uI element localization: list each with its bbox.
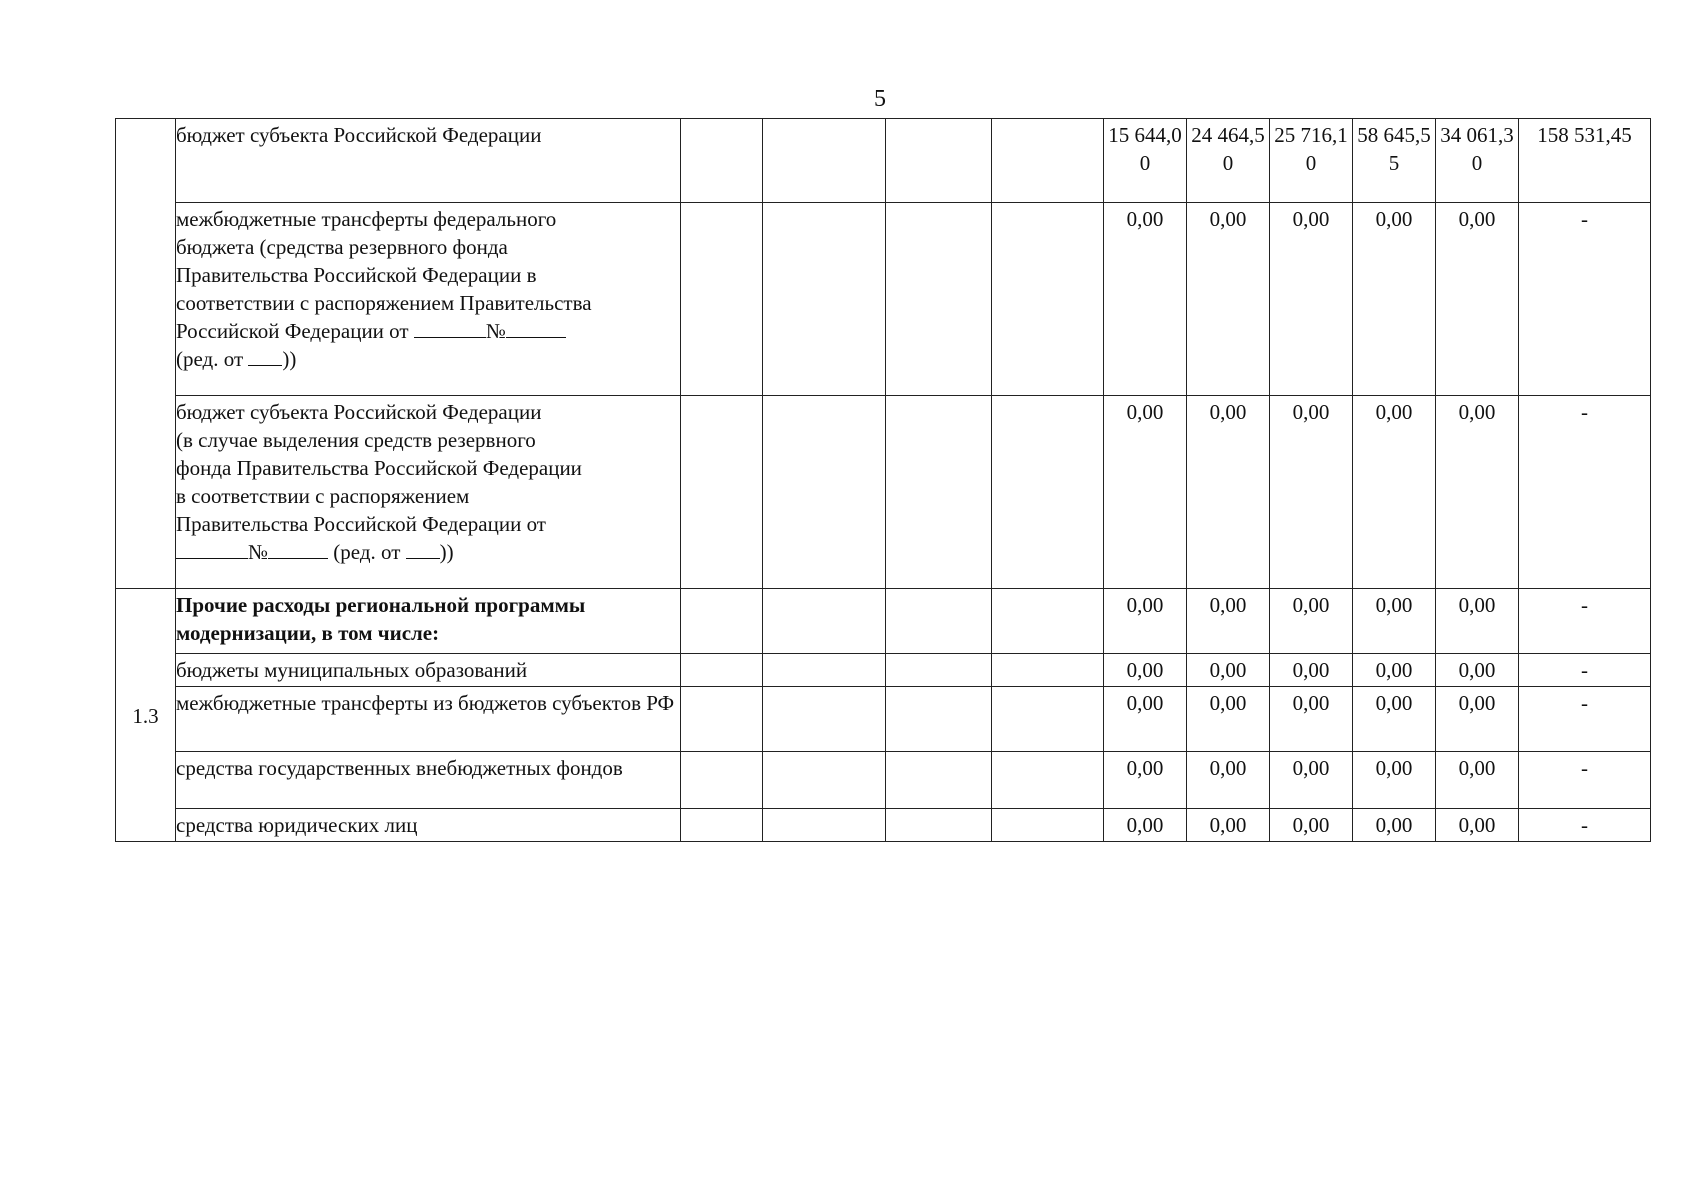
row-description: средства государственных внебюджетных фондов [176,752,681,809]
value-cell: 58 645,55 [1353,119,1436,203]
red-prefix: (ред. от [176,347,244,371]
date-blank [176,538,248,559]
table-row [116,396,1651,589]
red-suffix: )) [439,540,454,564]
value-cell: 0,00 [1353,654,1436,687]
desc-line: бюджет субъекта Российской Федерации [176,400,542,424]
value-cell: 0,00 [1353,752,1436,809]
desc-line: межбюджетные трансферты федерального [176,207,557,231]
red-suffix: )) [282,347,297,371]
row-description [176,396,681,589]
total-cell: - [1519,654,1651,687]
value-cell: 25 716,10 [1270,119,1353,203]
desc-line [176,345,680,373]
empty-cell [681,809,763,842]
value-cell: 0,00 [1187,752,1270,809]
desc-line [176,538,680,566]
number-sign: № [248,540,269,564]
table-row [116,687,1651,752]
value-cell: 0,00 [1104,396,1187,589]
section-code: 1.3 [116,589,176,842]
row-description: бюджет субъекта Российской Федерации [176,119,681,203]
value-cell: 0,00 [1270,396,1353,589]
empty-cell [992,809,1104,842]
row-description: средства юридических лиц [176,809,681,842]
budget-table [115,118,1651,842]
empty-cell [681,687,763,752]
empty-cell [681,119,763,203]
total-cell: - [1519,203,1651,396]
empty-cell [886,752,992,809]
value-cell: 0,00 [1270,752,1353,809]
total-cell: - [1519,589,1651,654]
value-cell: 0,00 [1353,203,1436,396]
total-cell: 158 531,45 [1519,119,1651,203]
value-cell: 0,00 [1353,396,1436,589]
table-row [116,119,1651,203]
total-cell: - [1519,396,1651,589]
number-sign: № [485,319,506,343]
number-blank [506,317,566,338]
value-cell: 0,00 [1187,809,1270,842]
desc-line: бюджета (средства резервного фонда [176,235,508,259]
value-cell: 15 644,00 [1104,119,1187,203]
number-blank [268,538,328,559]
value-cell: 0,00 [1436,589,1519,654]
value-cell: 24 464,50 [1187,119,1270,203]
empty-cell [992,589,1104,654]
empty-cell [886,119,992,203]
empty-cell [763,687,886,752]
total-cell: - [1519,752,1651,809]
total-cell: - [1519,687,1651,752]
row-description: межбюджетные трансферты из бюджетов субъектов РФ [176,687,681,752]
value-cell: 0,00 [1436,203,1519,396]
empty-cell [763,589,886,654]
value-cell: 0,00 [1436,809,1519,842]
value-cell: 0,00 [1187,396,1270,589]
empty-cell [681,396,763,589]
value-cell: 0,00 [1270,589,1353,654]
empty-cell [763,654,886,687]
table-row [116,203,1651,396]
value-cell: 0,00 [1270,203,1353,396]
empty-cell [886,396,992,589]
desc-line: Правительства Российской Федерации от [176,512,546,536]
date-blank [414,317,486,338]
table-row [116,654,1651,687]
desc-line: в соответствии с распоряжением [176,484,470,508]
red-blank [406,538,440,559]
value-cell: 0,00 [1104,752,1187,809]
empty-cell [763,752,886,809]
row-description [176,203,681,396]
desc-text: Российской Федерации от [176,319,409,343]
empty-cell [992,752,1104,809]
value-cell: 34 061,30 [1436,119,1519,203]
empty-cell [992,654,1104,687]
empty-cell [992,396,1104,589]
value-cell: 0,00 [1187,203,1270,396]
table-row [116,752,1651,809]
section-title-row [116,589,1651,654]
table-row [116,809,1651,842]
red-prefix: (ред. от [333,540,401,564]
empty-cell [886,203,992,396]
value-cell: 0,00 [1104,654,1187,687]
desc-line: фонда Правительства Российской Федерации [176,456,582,480]
empty-cell [763,809,886,842]
value-cell: 0,00 [1270,809,1353,842]
empty-cell [886,589,992,654]
desc-line [176,317,680,345]
empty-cell [763,396,886,589]
desc-line: соответствии с распоряжением Правительства [176,291,592,315]
empty-cell [763,203,886,396]
section-title: Прочие расходы региональной программы модернизации, в том числе: [176,589,681,654]
empty-cell [992,687,1104,752]
empty-cell [886,687,992,752]
value-cell: 0,00 [1436,687,1519,752]
value-cell: 0,00 [1104,809,1187,842]
page-number: 5 [874,86,886,112]
red-blank [248,345,282,366]
empty-cell [681,203,763,396]
value-cell: 0,00 [1187,687,1270,752]
empty-cell [992,119,1104,203]
value-cell: 0,00 [1436,654,1519,687]
value-cell: 0,00 [1187,589,1270,654]
empty-cell [681,589,763,654]
value-cell: 0,00 [1353,809,1436,842]
desc-line: Правительства Российской Федерации в [176,263,537,287]
row-description: бюджеты муниципальных образований [176,654,681,687]
value-cell: 0,00 [1104,589,1187,654]
empty-cell [681,654,763,687]
desc-line: (в случае выделения средств резервного [176,428,536,452]
value-cell: 0,00 [1270,687,1353,752]
value-cell: 0,00 [1187,654,1270,687]
empty-cell [681,752,763,809]
value-cell: 0,00 [1436,396,1519,589]
empty-cell [763,119,886,203]
value-cell: 0,00 [1104,687,1187,752]
value-cell: 0,00 [1353,687,1436,752]
empty-cell [886,809,992,842]
value-cell: 0,00 [1436,752,1519,809]
empty-cell [992,203,1104,396]
value-cell: 0,00 [1270,654,1353,687]
code-cell [116,119,176,589]
total-cell: - [1519,809,1651,842]
empty-cell [886,654,992,687]
value-cell: 0,00 [1104,203,1187,396]
value-cell: 0,00 [1353,589,1436,654]
